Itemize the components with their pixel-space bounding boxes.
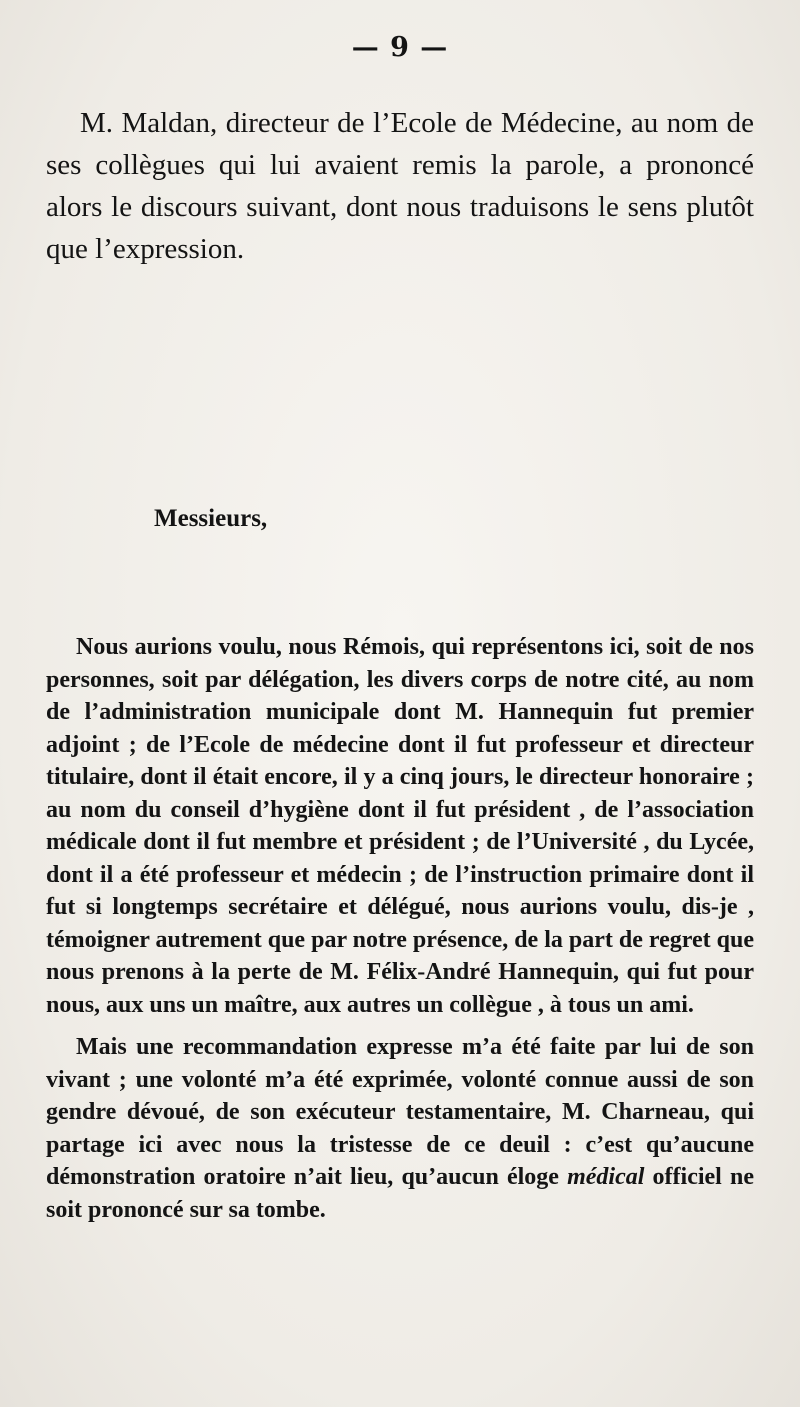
speech-paragraph-1: Nous aurions voulu, nous Rémois, qui représentons ici, soit de nos personnes, soit par délégation, les divers corps de notre cité, au nom de l’administration municipale dont M. Hannequin fut premier adjoint ; de l’Ecole de médecine dont il fut professeur et directeur titulaire, dont il était encore, il y a cinq jours, le directeur honoraire ; au nom du conseil d’hygiène dont il fut président , de l’association médicale dont il fut membre et président ; de l’Université , du Lycée, dont il a été professeur et médecin ; de l’instruction primaire dont il fut si longtemps secrétaire et délégué, nous aurions voulu, dis-je , témoigner autrement que par notre présence, de la part de regret que nous prenons à la perte de M. Félix-André Hannequin, qui fut pour nous, aux uns un maître, aux autres un collègue , à tous un ami. xyxy=(46,634,754,1018)
intro-paragraph: M. Maldan, directeur de l’Ecole de Médecine, au nom de ses collègues qui lui avaient remis la parole, a prononcé alors le discours suivant, dont nous traduisons le sens plutôt que l’expression. xyxy=(46,107,754,265)
salutation: Messieurs, xyxy=(154,505,268,532)
speech-paragraph-2 xyxy=(46,1031,754,1226)
page-number: — 9 — xyxy=(351,32,449,63)
speech-paragraph-2-text-start: Mais une recommandation expresse m’a été faite par lui de son vivant ; une volonté m’a été exprimée, volonté connue aussi de son gendre dévoué, de son exécuteur testamentaire, M. Charneau, qui partage ici avec nous la tristesse de ce deuil : c’est qu’aucune démonstration oratoire n’ait lieu, qu’aucun éloge xyxy=(46,1034,754,1190)
speech-paragraph-2-italic-word: médical xyxy=(567,1164,645,1190)
speech-paragraph-2-text-end: officiel ne soit prononcé sur sa tombe. xyxy=(46,1164,754,1223)
